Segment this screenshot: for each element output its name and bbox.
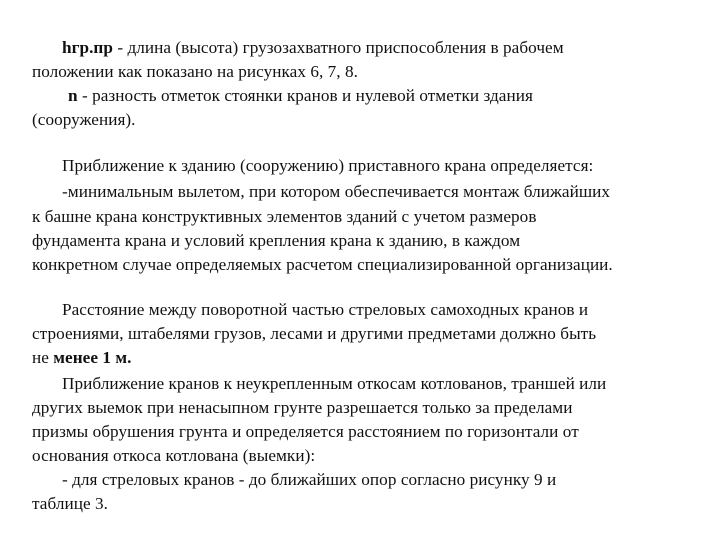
text-span: основания откоса котлована (выемки):: [32, 446, 316, 465]
text-line: [68, 84, 533, 108]
text-span: таблице 3.: [32, 494, 108, 513]
emphasis-min-distance: менее 1 м.: [53, 348, 132, 367]
text-line: [32, 420, 579, 444]
text-span: к башне крана конструктивных элементов зданий с учетом размеров: [32, 207, 537, 226]
term-hgr-pr: hгр.пр: [62, 38, 113, 57]
text-span: положении как показано на рисунках 6, 7, 8.: [32, 62, 358, 81]
text-line: [62, 36, 564, 60]
text-span: фундамента крана и условий крепления крана к зданию, в каждом: [32, 231, 521, 250]
text-span: - разность отметок стоянки кранов и нулевой отметки здания: [77, 86, 533, 105]
text-line: [32, 205, 537, 229]
text-line: [62, 298, 588, 322]
text-line: [32, 492, 108, 516]
text-span: - для стреловых кранов - до ближайших опор согласно рисунку 9 и: [62, 470, 557, 489]
text-span: (сооружения).: [32, 110, 136, 129]
text-line: [62, 468, 556, 492]
text-span: конкретном случае определяемых расчетом специализированной организации.: [32, 255, 613, 274]
text-span: Приближение кранов к неукрепленным откосам котлованов, траншей или: [62, 374, 607, 393]
text-line: [32, 396, 572, 420]
text-line: [62, 180, 610, 204]
text-span: -минимальным вылетом, при котором обеспечивается монтаж ближайших: [62, 182, 610, 201]
text-span: строениями, штабелями грузов, лесами и другими предметами должно быть: [32, 324, 597, 343]
text-line: [62, 372, 606, 396]
text-span: других выемок при ненасыпном грунте разрешается только за пределами: [32, 398, 573, 417]
text-line: [32, 108, 136, 132]
text-line: [32, 60, 358, 84]
text-span: призмы обрушения грунта и определяется расстоянием по горизонтали от: [32, 422, 579, 441]
text-span: Расстояние между поворотной частью стреловых самоходных кранов и: [62, 300, 589, 319]
text-line: [62, 154, 593, 178]
text-span: Приближение к зданию (сооружению) приставного крана определяется:: [62, 156, 594, 175]
term-n: n: [68, 86, 78, 105]
text-line: [32, 322, 596, 346]
text-line: [32, 444, 315, 468]
text-line: [32, 229, 520, 253]
text-line: [32, 346, 131, 370]
text-span: - длина (высота) грузозахватного приспособления в рабочем: [112, 38, 564, 57]
text-span: не: [32, 348, 54, 367]
text-line: [32, 253, 613, 277]
